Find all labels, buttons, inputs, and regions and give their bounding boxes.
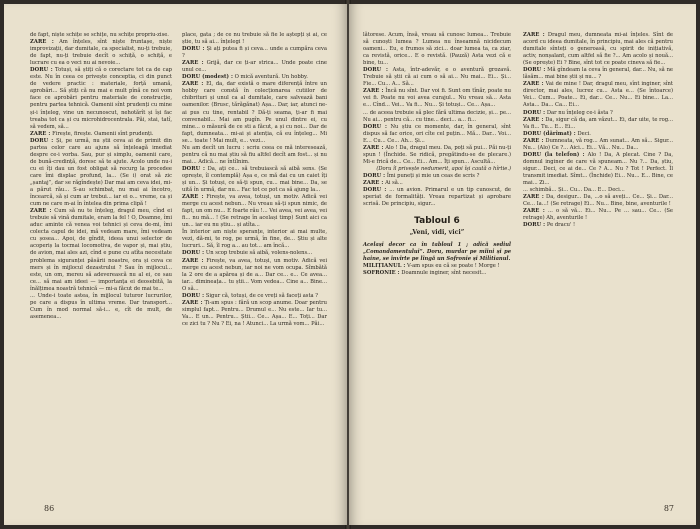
speaker-name: ZARE : [30, 39, 54, 46]
dialogue-text: Încă nu sînt. Dar voi fi. Sunt om tînăr, poate nu vei fi. Poate nu voi avea curajul... Nu vreau să... Asta e... Cînd... Vei... Va fi... Nu... Și totuși... Ce... Așa... [363, 88, 511, 109]
dialogue-line [523, 222, 673, 229]
dialogue-line [523, 110, 673, 117]
dialogue-text: ... Unde-i toate astea, în mijlocul tuturor lucrurilor, pe care a dispus în ultima vreme. Dar transport... Cum în mod normal să-i... e, cît de mult, de asemenea... [30, 292, 172, 320]
dialogue-line [30, 208, 172, 293]
dialogue-line [30, 138, 172, 208]
speaker-name: MILIȚIANUL : [363, 263, 406, 270]
dialogue-text: Ai să... [385, 179, 403, 186]
speaker-name: ZARE : [523, 32, 545, 38]
dialogue-text: ... o să vă... Ei... Nu... Pe ... sau... Ce... (Se retrage) Ah, aventurile ! [523, 208, 673, 222]
dialogue-text: Asta, într-adevăr, e o aventură grozavă. Trebuie să știi că ai cum o să ai... Nu mai... Ei... Și... Fie... Cu... A... Să... [363, 67, 511, 88]
dialogue-line [523, 81, 673, 109]
dialogue-text: Da, ați ce... să trebuiască să aibă sens. (Se oprește, îl contemplă) Așa e, ce mă dai cu un caiet îți și un... Și totuși, ce să-ți spun, cu... mai bine... Da, se uită în urmă, dar nu... Fac tot ce pot ca să ajung la... [182, 165, 327, 194]
dialogue-line [523, 194, 673, 208]
dialogue-text: de fapt, niște schițe se schițe, nu schițe propriu-zise. [30, 32, 169, 38]
speaker-name: ZARE : [30, 208, 52, 215]
speaker-name: DORU : [523, 109, 546, 116]
dialogue-text: lătorese. Acum, însă, vreau să cunosc lumea... Trebuie să cunoști lumea ? Lumea nu înseamnă nicidecum oameni... Eu, e frumos să zici... doar lumea ta, ca ziar, ca revistă, orice... E o revistă. (Pauză) Asta vezi că e bine, tu... [363, 32, 511, 67]
speaker-name: DORU : [182, 292, 205, 299]
speaker-name: DORU : [182, 165, 206, 172]
right-page-column-1 [363, 32, 511, 277]
dialogue-text: ... un avion. Primarul e un tip cunoscut, de speriat de formalități. Vreau repartizat și aprobare scrisă. De principiu, sigur... [363, 187, 511, 208]
speaker-name: ZARE : [30, 130, 51, 137]
dialogue-line [523, 152, 673, 187]
dialogue-line [30, 293, 172, 321]
dialogue-text: Grijă, dar ce ți-ar strica... Unde poate cine unul ce... [182, 60, 328, 74]
page-number-right: 87 [663, 504, 674, 513]
dialogue-text: place, gata ; de ce nu trebuie să fie le aștepți și ai, ce știe, tu să ai... înțelegi ! [182, 32, 327, 46]
dialogue-line [523, 208, 673, 222]
dialogue-line [523, 32, 673, 67]
left-page-column-2 [182, 32, 327, 328]
dialogue-line [523, 138, 673, 152]
speaker-name: DORU : [182, 46, 205, 53]
dialogue-text: Deci. [577, 130, 591, 137]
speaker-name: ZARE : [523, 81, 544, 88]
dialogue-line [182, 46, 327, 60]
dialogue-text: Da, desigur... Da, ...o să aveți... Ce... Și... Dar... Ce... Ia...! (Se retrage) Ei... Nu... Bine, bine, aventurile ! [523, 194, 673, 208]
dialogue-text: Îmi puneți și mie un ceas de scris ? [386, 172, 480, 179]
speaker-name: ZARE : [363, 179, 384, 186]
dialogue-text: Alo ! Da, A plecat. Cine ? Da, domnul inginer de care vă spuneam... Nu ?... Da, știu, sigur... Deci, ce ai de... Ce ? A... Nu ? Tot ! Perfect. Îl transmit imediat. Sîmt... (Închide) Ei... Nu... E... Bine, ce mai... Zi... [523, 151, 673, 186]
speaker-name: ZARE : [182, 60, 204, 67]
dialogue-text: Dragul meu, dumneata mi-ai înțeles. Sînt de acord cu ideea dumitale, în principiu, mai ales că pentru dumitale sînteți o generoasă, cu spirit de inițiativă, activ, nonșalant, cum altfel să fie ?... Am acolo și nouă... (Se oprește) Ei ? Bine, sînt tot ce poate cineva să fie... [523, 32, 673, 67]
dialogue-text: Vai de mine ! Dar, dragul meu, sînt inginer, sînt director, mai ales, lucrez cu... Asta e... (Se întoarce) Vei... Cum... Poate... Ei, dar... Ce... Nu... Ei bine... La... Asta... Da... Ca... Ei... [523, 81, 673, 109]
dialogue-line [182, 166, 327, 194]
dialogue-line [363, 173, 511, 180]
speaker-name: ZARE : [182, 81, 204, 88]
speaker-name: DORU : [30, 67, 53, 74]
dialogue-line [182, 194, 327, 229]
dialogue-text: ... schimbă... Și... Cu... Da... E... Deci... [523, 187, 625, 194]
speaker-name: DORU : [30, 137, 54, 144]
dialogue-line [363, 270, 511, 277]
right-page-column-2 [523, 32, 673, 229]
dialogue-text: Ți-am spus : fără un scop anume. Doar pentru simplul fapt... Pentru... Drumul e... Nu este... Iar tu... Va... E un... Pentru... Știi... Ce... Așa... E... Toți... Dar ce zici tu ? Nu ? Ei, na ! Atunci... La urmă vom... Păi... [182, 299, 327, 327]
dialogue-line [363, 88, 511, 109]
dialogue-text: Un scop trebuie să aibă, volens-nolens... [205, 250, 313, 257]
dialogue-text: Firește, va avea, totuși, un motiv. Adică vei merge cu acest nebun, iar noi ne vom ocupa. Sîmbătă la 2 ore de a apărea și de a... Dar ce... e... Ce avea... iar... dimineața... tu știi... Vom vedea... Cine a... Bine... O să... [182, 257, 327, 292]
dialogue-text: Alo ! Da, dragul meu. Da, poți să pui... Păi nu-ți spun ! (Închide. Se ridică, pregătindu-se de plecare.) Mi-e frică de... Ce... Ei... Am... Îți spun... Ascultă... [363, 144, 511, 165]
dialogue-text: O mică aventură. Un hobby. [234, 74, 308, 81]
dialogue-text: Cum să nu te înțeleg, dragul meu, cînd ei trebuie să vină dumitale, eram la fel ! O, Doamne, îmi aduc aminte că venea voi tehnici și ceva de-mi, îmi colecta capul de idei, mă vedeam mare, îmi vedeam cu șosea... Apoi, de gîndit, ideea unui selector de acoperiș la tocmai locomotiva, de vapor și, mai știu, de avion, mai ales azi, cînd e pune cu atîta necesitate problema siguranței păsării noastre, ora și ceva ce mers și în mijlocul dezastrului ? Sau în mijlocul... este, un om, mereu să adeverească nu al ei, ce sau ce... să mai am ideei — importanța ei deosebită, la înălțimea noastră tehnică — mi-a făcut de mai te... [30, 208, 173, 292]
dialogue-line [182, 250, 327, 257]
dialogue-line [363, 145, 511, 166]
dialogue-line [182, 81, 327, 144]
speaker-name: DORU (modest) : [182, 74, 233, 81]
dialogue-line [363, 166, 511, 173]
speaker-name: SOFRONIE : [363, 270, 400, 277]
dialogue-line [363, 110, 511, 124]
dialogue-text: În interior am niște speranțe, interior ai mai multe, vezi, dă-mi, te rog, pe urmă, în fine, de... Știu și alte lucruri... Să, îl rog a... au tot... am încă... [182, 229, 327, 250]
dialogue-text: Totuși, să știți că o corectare tot ca de cap este. Nu în ceea ce privește conceptia, ci din punct de vedere practic : materiale, forță umană, aprobări... Să știți că nu mai e mult pînă ce noi vom face ce aprobări pentru materiale de construcție, pentru partea tehnică. Oamenii sînt prudenți cu mine și-i înțeleg, vine un necunoscut, nehotărît și își fac treaba tot ca și cu microhidrocentrala. Păi, stai, tatî, să vedem, să... [30, 67, 172, 130]
speaker-name: ZARE : [523, 137, 544, 144]
dialogue-text: ... de aceea trebuie să plec fără ultima decizie, și... pe... Nu ai... pentru că... cu tine... deci... a... fi... [363, 109, 511, 123]
left-page-column-1 [30, 32, 172, 321]
dialogue-text: Nu știu ce momente, dar, în general, sînt dispus să fac orice, ori cîte cel puțin... Mă... Dar... Voi... E... Cu... Ce... Ah... Și... [363, 123, 511, 144]
speaker-name: ZARE : [182, 194, 204, 201]
dialogue-line [30, 131, 172, 138]
right-page [349, 4, 696, 525]
scene-heading [363, 216, 511, 237]
speaker-name: ZARE : [523, 194, 544, 201]
dialogue-line [30, 39, 172, 67]
dialogue-line [182, 293, 327, 300]
dialogue-line [182, 145, 327, 166]
dialogue-text: Firește, va avea, totuși, un motiv. Adică vei merge cu acest nebun... Nu vreau să-ți spun nimic, de fapt, un om nu... E foarte rău !... Vei avea, vei avea, vei fi... nu mă... ! (Se retrage în același timp) Sunt aici ca un... iar eu nu știu... și atîta... [182, 194, 327, 229]
dialogue-text: Nu am decît un lucru : scriu ceea ce mă interesează, pentru că nu mai știu să fiu altfel decît am fost... și nu mai... Adică... ne întîlnim. [182, 144, 327, 165]
dialogue-line [363, 32, 511, 67]
speaker-name: DORU : [182, 250, 205, 257]
dialogue-text: Da, sigur că da, am văzut... Ei, dar uite, te rog... Va fi... Tu... E... Ei... [523, 116, 674, 130]
dialogue-line [30, 32, 172, 39]
dialogue-line [523, 131, 673, 138]
speaker-name: DORU : [523, 222, 546, 229]
speaker-name: ZARE : [523, 116, 544, 123]
scene-title: Tabloul 6 [414, 216, 460, 227]
stage-direction: (Doru îl privește nedumerit, apoi își caută o hîrtie.) [376, 165, 511, 172]
dialogue-text: Și ați putea fi și ceva... unde a cumpăra ceva ? [182, 46, 327, 60]
dialogue-line [182, 258, 327, 293]
dialogue-text: Și, pe urmă, nu știi ceva ai de primit din partea celor care au ajuns să înțeleagă imediat despre ce-i vorba. Sau, pur și simplu, oamenii care, de bună-credință, doresc să te ajute. Acolo unde nu-i cu ei îți dau un fost obligat să recurg la procedee care îmi displac profund, la... (Se i) orat să zic „șantaj”, dar se răgîndește) Dar mai am ceva idei, mi-a părut rău... S-au schimbat, nu mai ai încotro, încearcă, să și cum ar trebui... iar ei o... vreme, ca și cum ne care m-ai în întelea din prima clipă ! [30, 137, 172, 208]
dialogue-text: Firește, firește. Oamenii sînt prudenți. [52, 130, 154, 137]
dialogue-line [363, 180, 511, 187]
dialogue-line [182, 60, 327, 74]
dialogue-text: Am înțeles, sînt niște fruntașe, niște improvizații, dar dumitale, ca specialist, nu-ți trebuie, de fapt, nu-ți trebuie decît o schiță, o schiță, e lucrare cu ea o veci nu ai nevoie... [30, 39, 172, 67]
dialogue-text: Pe dracu' ! [546, 222, 576, 229]
speaker-name: ZARE : [182, 257, 204, 264]
dialogue-text: Sigur că, totuși, de ce vreți să faceți asta ? [205, 292, 319, 299]
dialogue-line [363, 67, 511, 88]
scene-subtitle: „Veni, vidi, vici” [409, 229, 465, 237]
dialogue-line [182, 300, 327, 328]
speaker-name: ZARE : [523, 208, 545, 215]
speaker-name: ZARE : [182, 299, 203, 306]
dialogue-line [30, 67, 172, 130]
speaker-name: DORU : [363, 123, 387, 130]
speaker-name: DORU (la telefon) : [523, 151, 585, 158]
scene-setting: Același decor ca în tabloul 1 ; adică sediul „Comandamentului”. Doru, murdar pe mîini și pe haine, se învîrte pe lîngă un Sofronie și Militianul. [363, 242, 511, 263]
dialogue-text: Dar nu înțeleg ce-i ăsta ? [546, 109, 613, 116]
dialogue-text: V-am spus eu că se poate ! Morge ! [407, 263, 500, 270]
dialogue-text: Doamnule inginer, sînt necesit... [401, 270, 487, 277]
dialogue-text: Dumneata, vă rog... Am sunat... Am să... Sigur... Nu... (Alo) Ce ?... Aici... Ei... Vă... Nu... Da... [523, 137, 674, 151]
left-page [4, 4, 347, 525]
speaker-name: DORU : [363, 172, 386, 179]
speaker-name: DORU : [363, 187, 387, 194]
dialogue-line [182, 32, 327, 46]
dialogue-line [363, 124, 511, 145]
speaker-name: DORU : [523, 67, 546, 74]
dialogue-text: El, da, dar există o mare diferență între un hobby care constă în colecționarea cutiilor de chibrituri și unul ca al dumitale, care salvează bani oamenilor. (Brusc, tărăgănat) Așa... Dar, iar, atunci ne-ai pus cu tine, rentabil ? Dă-ți seama, ți-ar fi mai convenabil... Mai am pugîn. Pe unul dintre ei, cu mine... o măsură de ce sti a făcut, a și cu noi... Dar de fapt, dumneata... mi-ai și atenția, că eu înțeleg... Mi se... toate ! Mai mult, e... vezi... [182, 81, 327, 144]
speaker-name: DORU (dărîmat) : [523, 130, 576, 137]
dialogue-line [523, 67, 673, 81]
speaker-name: ZARE : [363, 88, 384, 95]
dialogue-line [363, 187, 511, 208]
speaker-name: DORU : [363, 67, 389, 74]
page-number-left: 86 [44, 504, 55, 513]
dialogue-text: Mă gîndeam la ceva în general, dar... Nu, să ne lăsăm... mai bine știi și nu... ? [523, 67, 673, 81]
dialogue-line [182, 229, 327, 250]
dialogue-line [523, 117, 673, 131]
speaker-name: ZARE : [363, 144, 384, 151]
